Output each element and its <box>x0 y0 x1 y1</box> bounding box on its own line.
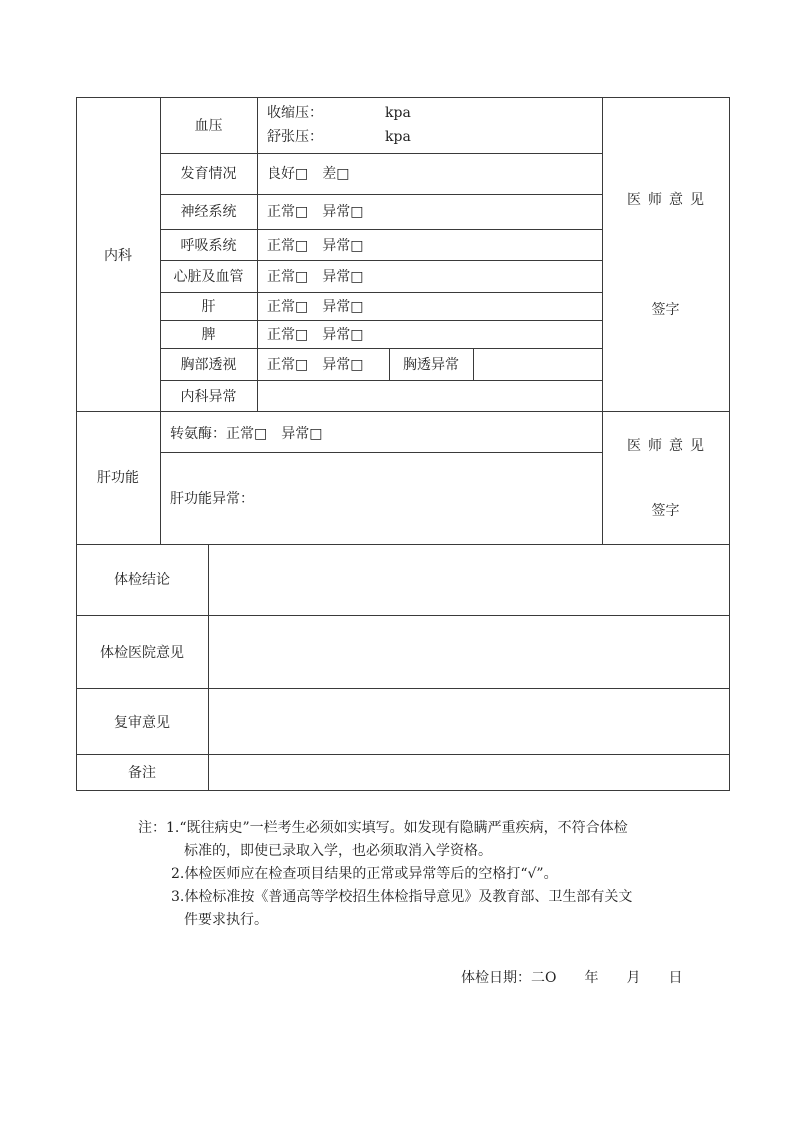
row-label-chest-xray: 胸部透视 <box>180 357 237 373</box>
row-label-internal-abnormal: 内科异常 <box>180 389 237 405</box>
note-1-line-1: 注：1.“既往病史”一栏考生必须如实填写。如发现有隐瞒严重疾病，不符合体检 <box>138 820 628 836</box>
notes-block <box>138 817 718 932</box>
note-3-line-1: 3.体检标准按《普通高等学校招生体检指导意见》及教育部、卫生部有关文 <box>171 889 633 905</box>
systolic-label: 收缩压： <box>267 105 323 121</box>
chest-xray-abnormal-label: 胸透异常 <box>403 357 459 373</box>
summary-label-conclusion: 体检结论 <box>114 572 170 588</box>
row-label-liver: 肝 <box>201 299 216 315</box>
summary-label-review-opinion: 复审意见 <box>114 715 170 731</box>
row-value-cardio[interactable]: 正常□ 异常□ <box>267 269 364 285</box>
summary-label-remarks: 备注 <box>128 765 156 781</box>
row-value-nervous[interactable]: 正常□ 异常□ <box>267 204 364 220</box>
row-label-spleen: 脾 <box>201 327 216 343</box>
exam-date-line: 体检日期：二O 年 月 日 <box>461 970 683 986</box>
doctor-opinion-label-internal: 医师意见 <box>627 192 711 208</box>
summary-label-hospital-opinion: 体检医院意见 <box>100 645 184 661</box>
diastolic-unit: kpa <box>385 129 411 145</box>
row-value-spleen[interactable]: 正常□ 异常□ <box>267 327 364 343</box>
doctor-opinion-label-liver: 医师意见 <box>627 438 711 454</box>
liver-abnormal-label: 肝功能异常： <box>170 491 254 507</box>
row-value-respiratory[interactable]: 正常□ 异常□ <box>267 238 364 254</box>
row-label-cardio: 心脏及血管 <box>173 269 244 285</box>
note-3-line-2: 件要求执行。 <box>184 912 268 928</box>
section-label-liver-function: 肝功能 <box>97 470 139 486</box>
note-1-line-2: 标准的，即使已录取入学，也必须取消入学资格。 <box>184 843 492 859</box>
signature-label-liver: 签字 <box>651 503 680 519</box>
row-value-development[interactable]: 良好□ 差□ <box>267 166 350 182</box>
systolic-unit: kpa <box>385 105 411 121</box>
blood-pressure-label: 血压 <box>194 118 223 134</box>
signature-label-internal: 签字 <box>651 302 680 318</box>
row-label-development: 发育情况 <box>180 166 237 182</box>
alt-value[interactable]: 转氨酶：正常□ 异常□ <box>170 426 323 442</box>
row-value-liver[interactable]: 正常□ 异常□ <box>267 299 364 315</box>
diastolic-label: 舒张压： <box>267 129 323 145</box>
section-label-internal: 内科 <box>104 248 132 264</box>
row-value-chest-xray[interactable]: 正常□ 异常□ <box>267 357 364 373</box>
row-label-nervous: 神经系统 <box>180 204 237 220</box>
note-2: 2.体检医师应在检查项目结果的正常或异常等后的空格打“√”。 <box>171 866 558 882</box>
row-label-respiratory: 呼吸系统 <box>180 238 237 254</box>
